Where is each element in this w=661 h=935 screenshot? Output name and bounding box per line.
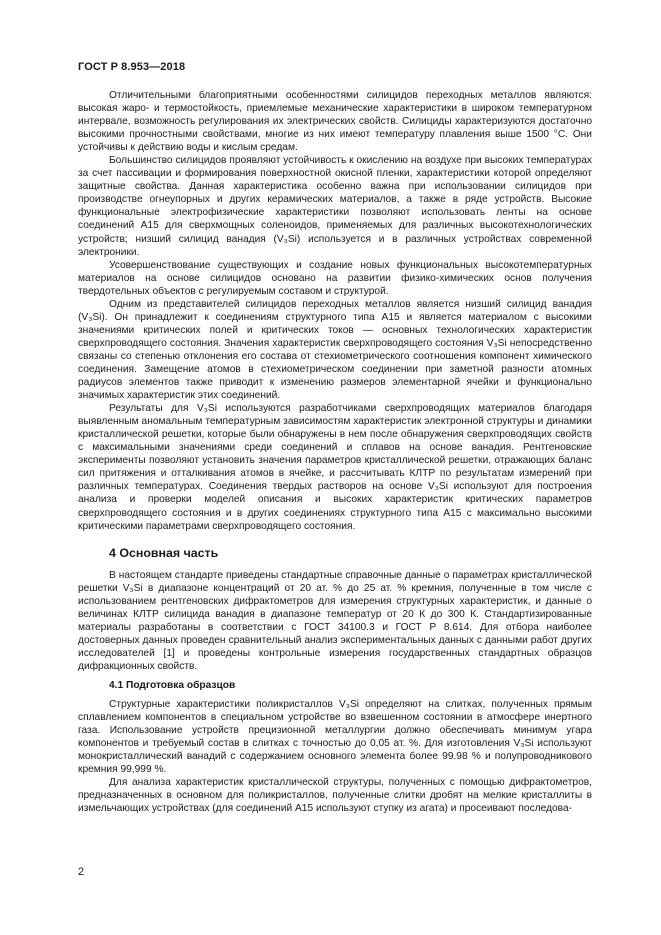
paragraph: Усовершенствование существующих и создание новых функциональных высокотемпературных материалов на основе силицидов основано на развитии физико-химических основ получения твердотельных объектов с регулируемым составом и структурой. [78, 259, 592, 297]
paragraph: Большинство силицидов проявляют устойчивость к окислению на воздухе при высоких температурах за счет пассивации и формирования поверхностной окисной пленки, характеристики которой определяют защитные свойства. Данная характеристика особенно важна при использовании силицидов при производстве огнеупорных и других керамических материалов, а также в ряде устройств. Высокие функциональные электрофизические характеристики позволяют использовать ленты на основе соединений А15 для сверхмощных соленоидов, применяемых для различных высокотехнологических устройств; низший силицид ванадия (V₃Si) используется и в различных устройствах современной электроники. [78, 155, 592, 258]
paragraph: Одним из представителей силицидов переходных металлов является низший силицид ванадия (V₃Si). Он принадлежит к соединениям структурного типа А15 и является материалом с высокими значениями критических полей и критических токов — основных технологических характеристик сверхпроводящего состояния. Значения характеристик сверхпроводящего состояния V₃Si непосредственно связаны со степенью отклонения его состава от стехиометрического соотношения компонент химического соединения. Замещение атомов в стехиометрическом соединении при заметной разности атомных радиусов элементов также приводит к изменению размеров элементарной ячейки и функционально значимых характеристик этих соединений. [78, 298, 592, 402]
section-heading: 4 Основная часть [109, 545, 219, 560]
paragraph: В настоящем стандарте приведены стандартные справочные данные о параметрах кристаллической решетки V₃Si в диапазоне концентраций от 20 ат. % до 25 ат. % кремния, полученные в том числе с использованием рентгеновских дифрактометров для измерения структурных характеристик, и данные о величинах КЛТР силицида ванадия в диапазоне температур от 20 К до 300 К. Стандартизированные материалы разработаны в соответствии с ГОСТ 34100.3 и ГОСТ Р 8.614. Для отбора наиболее достоверных данных проведен сравнительный анализ экспериментальных данных с данными работ других исследователей [1] и проведены контрольные измерения государственных стандартных образцов дифракционных свойств. [78, 569, 592, 672]
document-header: ГОСТ Р 8.953—2018 [78, 61, 186, 73]
paragraph: Для анализа характеристик кристаллической структуры, полученных с помощью дифрактометров, предназначенных в основном для поликристаллов, полученные слитки дробят на мелкие кристаллиты в измельчающих устройствах (для соединений А15 используют ступку из агата) и просеивают последова- [78, 777, 592, 815]
paragraph: Результаты для V₃Si используются разработчиками сверхпроводящих материалов благодаря выявленным аномальным температурным зависимостям характеристик электронной структуры и динамики кристаллической решетки, которые были обнаружены в нем после обнаружения сверхпроводящих свойств с максимальными значениями среди соединений и сплавов на основе ванадия. Рентгеновские эксперименты позволяют установить значения параметров кристаллической решетки, отражающих баланс сил притяжения и отталкивания атомов в ячейке, и рассчитывать КЛТР по результатам измерений при различных температурах. Соединения твердых растворов на основе V₃Si используют для построения анализа и проверки моделей описания и высоких характеристик критических параметров сверхпроводящего состояния и в других соединениях структурного типа А15 с максимально высокими критическими параметрами сверхпроводящего состояния. [78, 403, 592, 532]
page-number: 2 [78, 866, 85, 878]
document-body [78, 89, 592, 815]
paragraph: Отличительными благоприятными особенностями силицидов переходных металлов являются: высокая жаро- и термостойкость, приемлемые механические характеристики в широком температурном интервале, возможность регулирования их электрических свойств. Силициды характеризуются достаточно высокими прочностными свойствами, многие из них имеют температуру плавления выше 1500 °С. Они устойчивы к действию воды и кислым средам. [78, 90, 592, 154]
subsection-heading: 4.1 Подготовка образцов [109, 680, 236, 692]
paragraph: Структурные характеристики поликристаллов V₃Si определяют на слитках, полученных прямым сплавлением компонентов в специальном устройстве во взвешенном состоянии в атмосфере инертного газа. Использование устройств прецизионной металлургии должно обеспечивать минимум угара компонентов и требуемый состав в слитках с точностью до 0,05 ат. %. Для изготовления V₃Si используют монокристаллический ванадий с содержанием основного элемента более 99.98 % и полупроводникового кремния 99,999 %. [78, 699, 592, 776]
